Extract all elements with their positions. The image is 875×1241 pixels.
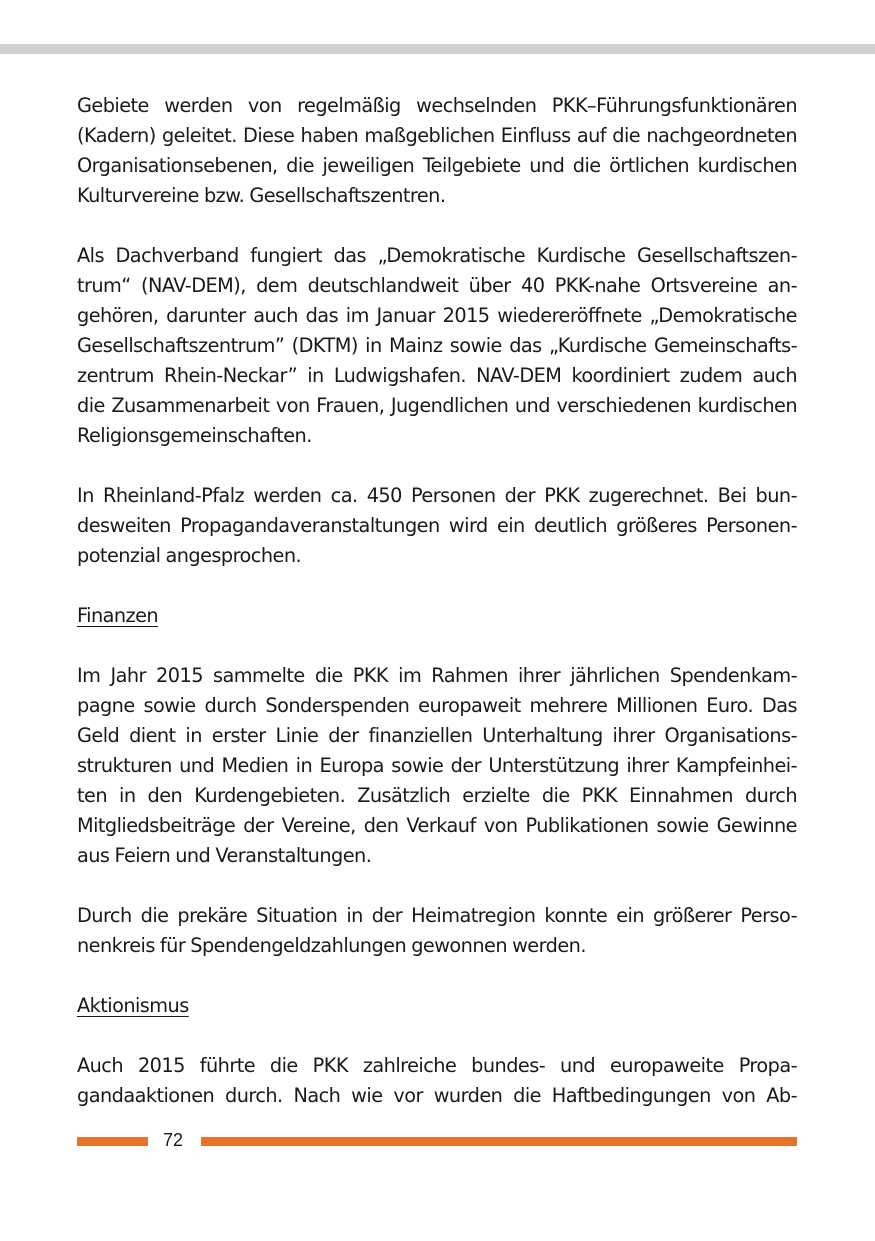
section-heading-finanzen: Finanzen <box>77 604 159 627</box>
paragraph <box>77 481 797 571</box>
page-body <box>77 91 797 1111</box>
text-line: (Kadern) geleitet. Diese haben maßgeblichen Einfluss auf die nachgeordneten <box>77 124 797 147</box>
paragraph <box>77 661 797 871</box>
text-line: zentrum Rhein-Neckar” in Ludwigshafen. NAV-DEM koordiniert zudem auch <box>77 364 797 387</box>
paragraph <box>77 1051 797 1111</box>
text-line: Mitgliedsbeiträge der Vereine, den Verkauf von Publikationen sowie Gewinne <box>77 814 797 837</box>
text-line: strukturen und Medien in Europa sowie der Unterstützung ihrer Kampfeinhei- <box>77 754 797 777</box>
text-line: gehören, darunter auch das im Januar 2015 wiedereröffnete „Demokratische <box>77 304 797 327</box>
page-number: 72 <box>163 1130 184 1150</box>
text-line: Durch die prekäre Situation in der Heimatregion konnte ein größerer Perso- <box>77 904 797 927</box>
page-footer <box>77 1126 797 1156</box>
text-line: die Zusammenarbeit von Frauen, Jugendlichen und verschiedenen kurdischen <box>77 394 797 417</box>
text-line: Organisationsebenen, die jeweiligen Teilgebiete und die örtlichen kurdischen <box>77 154 797 177</box>
text-line: Religionsgemeinschaften. <box>77 424 312 447</box>
text-line: aus Feiern und Veranstaltungen. <box>77 844 372 867</box>
top-rule <box>0 44 875 54</box>
text-line: Geld dient in erster Linie der finanziellen Unterhaltung ihrer Organisations- <box>77 724 797 747</box>
text-line: Als Dachverband fungiert das „Demokratische Kurdische Gesellschaftszen- <box>77 244 797 267</box>
text-line: Gebiete werden von regelmäßig wechselnden PKK–Führungsfunktionären <box>77 94 797 117</box>
paragraph <box>77 91 797 211</box>
text-line: ten in den Kurdengebieten. Zusätzlich erzielte die PKK Einnahmen durch <box>77 784 797 807</box>
text-line: trum“ (NAV-DEM), dem deutschlandweit über 40 PKK-nahe Ortsvereine an- <box>77 274 797 297</box>
text-line: Auch 2015 führte die PKK zahlreiche bundes- und europaweite Propa- <box>77 1054 797 1077</box>
text-line: Gesellschaftszentrum” (DKTM) in Mainz sowie das „Kurdische Gemeinschafts- <box>77 334 797 357</box>
text-line: pagne sowie durch Sonderspenden europaweit mehrere Millionen Euro. Das <box>77 694 797 717</box>
footer-accent-bar-left <box>77 1137 148 1146</box>
text-line: gandaaktionen durch. Nach wie vor wurden die Haftbedingungen von Ab- <box>77 1084 797 1107</box>
text-line: potenzial angesprochen. <box>77 544 302 567</box>
section-heading-aktionismus: Aktionismus <box>77 994 189 1017</box>
text-line: nenkreis für Spendengeldzahlungen gewonnen werden. <box>77 934 586 957</box>
paragraph <box>77 241 797 451</box>
paragraph <box>77 901 797 961</box>
text-line: desweiten Propagandaveranstaltungen wird ein deutlich größeres Personen- <box>77 514 797 537</box>
text-line: Kulturvereine bzw. Gesellschaftszentren. <box>77 184 446 207</box>
text-line: In Rheinland-Pfalz werden ca. 450 Personen der PKK zugerechnet. Bei bun- <box>77 484 797 507</box>
text-line: Im Jahr 2015 sammelte die PKK im Rahmen ihrer jährlichen Spendenkam- <box>77 664 797 687</box>
footer-accent-bar-right <box>201 1137 797 1146</box>
